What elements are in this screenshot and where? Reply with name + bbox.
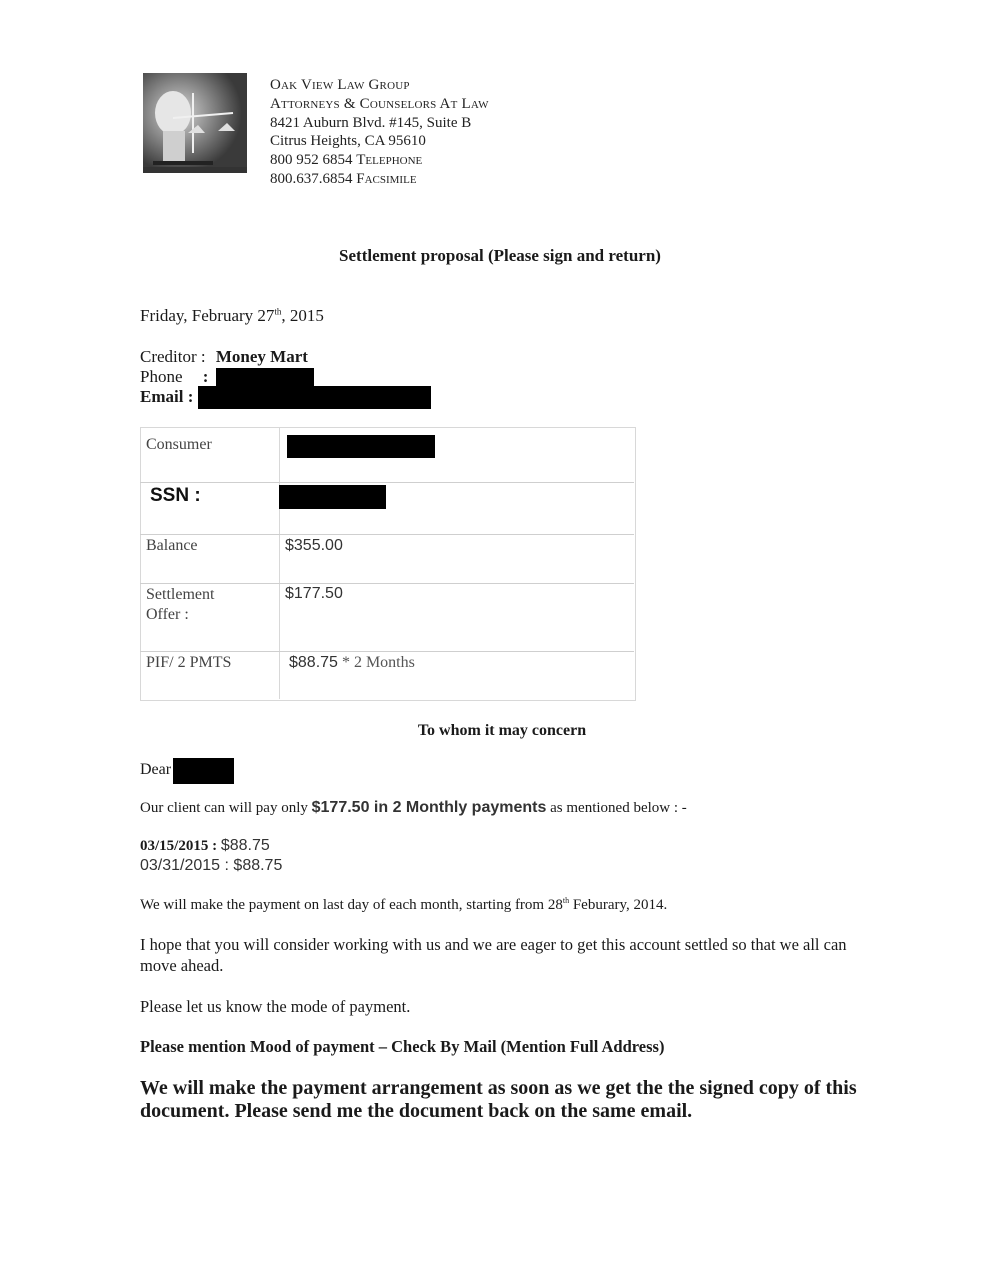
firm-name: Oak View Law Group <box>270 77 410 93</box>
payment-schedule-1 <box>140 837 270 855</box>
schedule-main: We will make the payment on last day of each month, starting from 28 <box>140 897 563 913</box>
letterhead-text <box>270 76 489 189</box>
hope-paragraph: I hope that you will consider working with us and we are eager to get this account settled so that we all can move ahead. <box>140 935 847 975</box>
payment1-date: 03/15/2015 : <box>140 838 221 854</box>
phone-redaction <box>216 368 314 387</box>
consumer-label: Consumer <box>146 436 212 453</box>
pif-months: * 2 Months <box>337 654 415 671</box>
creditor-label: Creditor : <box>140 347 206 366</box>
settlement-offer-label <box>146 585 214 625</box>
closing-paragraph: We will make the payment arrangement as soon as we get the the signed copy of this document. Please send me the document back on the same email. <box>140 1077 857 1122</box>
firm-logo <box>143 73 247 173</box>
pif-label: PIF/ 2 PMTS <box>146 654 232 671</box>
facsimile-label: Facsimile <box>356 170 417 187</box>
recipient-redaction <box>173 758 234 784</box>
payment-intro-suffix: as mentioned below : - <box>546 800 687 816</box>
date-main: Friday, February 27 <box>140 306 275 325</box>
phone-colon: : <box>202 367 209 386</box>
pif-amount: $88.75 <box>289 654 338 671</box>
firm-telephone <box>270 151 489 170</box>
firm-address-line1: 8421 Auburn Blvd. #145, Suite B <box>270 114 472 131</box>
email-row <box>140 387 193 407</box>
schedule-sup: th <box>562 896 570 905</box>
phone-label: Phone <box>140 367 183 386</box>
facsimile-number: 800.637.6854 <box>270 170 353 187</box>
settlement-offer-value: $177.50 <box>285 585 343 602</box>
payment1-amount: $88.75 <box>220 837 270 854</box>
document-title: Settlement proposal (Please sign and return) <box>339 246 661 265</box>
date-year: , 2015 <box>281 306 324 325</box>
settlement-offer-label-line1: Settlement <box>146 586 215 603</box>
payment-intro-prefix: Our client can will pay only <box>140 800 312 816</box>
settlement-offer-label-line2: Offer : <box>146 606 189 623</box>
salutation: To whom it may concern <box>417 722 587 739</box>
table-column-divider <box>279 427 280 699</box>
email-label: Email : <box>140 387 194 406</box>
ssn-redaction <box>279 485 386 509</box>
firm-address-line2: Citrus Heights, CA 95610 <box>270 133 426 150</box>
creditor-value: Money Mart <box>215 347 308 366</box>
table-row-divider <box>140 583 634 584</box>
payment-intro-amount: $177.50 in 2 Monthly payments <box>311 799 547 816</box>
payment-schedule-2: 03/31/2015 : $88.75 <box>140 857 283 874</box>
payment-schedule-note <box>140 896 667 914</box>
email-redaction <box>198 386 431 409</box>
balance-value: $355.00 <box>285 537 343 554</box>
letter-date <box>140 306 324 326</box>
mode-mention: Please mention Mood of payment – Check By Mail (Mention Full Address) <box>140 1037 665 1056</box>
phone-row <box>140 367 208 387</box>
consumer-redaction <box>287 435 435 458</box>
ssn-label: SSN : <box>150 485 201 506</box>
firm-facsimile <box>270 170 489 189</box>
balance-label: Balance <box>146 537 198 554</box>
table-row-divider <box>140 534 634 535</box>
table-row-divider <box>140 651 634 652</box>
telephone-label: Telephone <box>356 152 423 169</box>
table-row-divider <box>140 482 634 483</box>
mode-request: Please let us know the mode of payment. <box>140 997 411 1016</box>
date-suffix: th <box>274 306 282 317</box>
firm-tagline: Attorneys & Counselors At Law <box>270 95 489 112</box>
pif-value <box>289 654 415 672</box>
telephone-number: 800 952 6854 <box>270 152 353 169</box>
payment-intro <box>140 799 687 817</box>
dear-label: Dear <box>140 761 172 778</box>
schedule-end: Feburary, 2014. <box>569 897 668 913</box>
dear-line <box>140 761 171 779</box>
creditor-row <box>140 347 308 367</box>
